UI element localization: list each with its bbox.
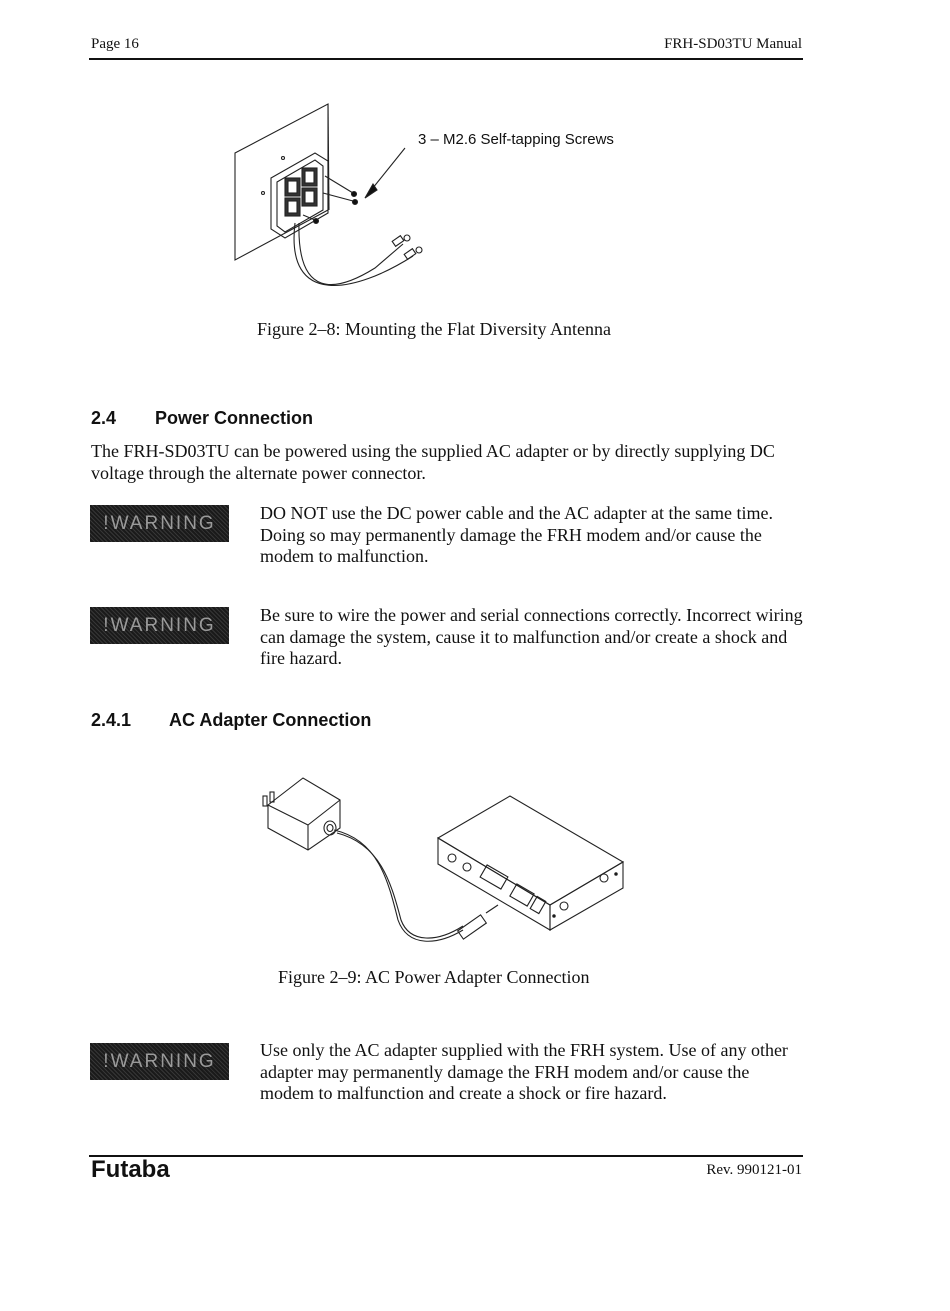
warning-badge: !WARNING — [90, 505, 229, 542]
frh-modem — [438, 796, 623, 930]
warning-text: Be sure to wire the power and serial connections correctly. Incorrect wiring can damage the system, cause it to malfunction and/or create a shock and fire hazard. — [260, 605, 803, 668]
section-2-4-1-title: AC Adapter Connection — [169, 710, 372, 730]
futaba-logo: Futaba — [91, 1156, 170, 1183]
warning-badge: !WARNING — [90, 1043, 229, 1080]
screw-hole — [262, 192, 265, 195]
warning-text: DO NOT use the DC power cable and the AC adapter at the same time. Doing so may permanently damage the FRH modem and/or cause the modem to malfunction. — [260, 503, 774, 566]
antenna-cable — [294, 223, 413, 286]
footer-rule — [89, 1155, 803, 1157]
section-2-4-intro: The FRH-SD03TU can be powered using the supplied AC adapter or by directly supplying DC voltage through the alternate power connector. — [91, 441, 775, 483]
header-rule — [89, 58, 803, 60]
antenna-cable — [299, 223, 403, 285]
warning-badge: !WARNING — [90, 607, 229, 644]
page-number: Page 16 — [91, 36, 139, 52]
warning-text: Use only the AC adapter supplied with the FRH system. Use of any other adapter may permanently damage the FRH modem and/or cause the modem to malfunction and create a shock or fire hazard. — [260, 1040, 788, 1103]
screw-callout-label: 3 – M2.6 Self-tapping Screws — [418, 131, 614, 148]
barrel-plug — [458, 905, 498, 939]
revision-number: Rev. 990121-01 — [706, 1162, 802, 1178]
figure-2-8-caption: Figure 2–8: Mounting the Flat Diversity Antenna — [257, 319, 611, 339]
power-cable — [334, 830, 463, 941]
antenna-mounting-illustration — [225, 98, 645, 303]
power-cable — [337, 833, 463, 938]
callout-arrowhead — [365, 184, 377, 198]
figure-2-9-caption: Figure 2–9: AC Power Adapter Connection — [278, 967, 590, 987]
section-2-4-number: 2.4 — [91, 408, 117, 428]
manual-title: FRH-SD03TU Manual — [664, 36, 802, 52]
cable-connector — [392, 235, 422, 259]
section-2-4-title: Power Connection — [155, 408, 314, 428]
section-2-4-1-number: 2.4.1 — [91, 710, 132, 730]
ac-adapter — [263, 778, 340, 850]
ac-adapter-illustration — [258, 770, 630, 955]
screw-hole — [282, 157, 285, 160]
